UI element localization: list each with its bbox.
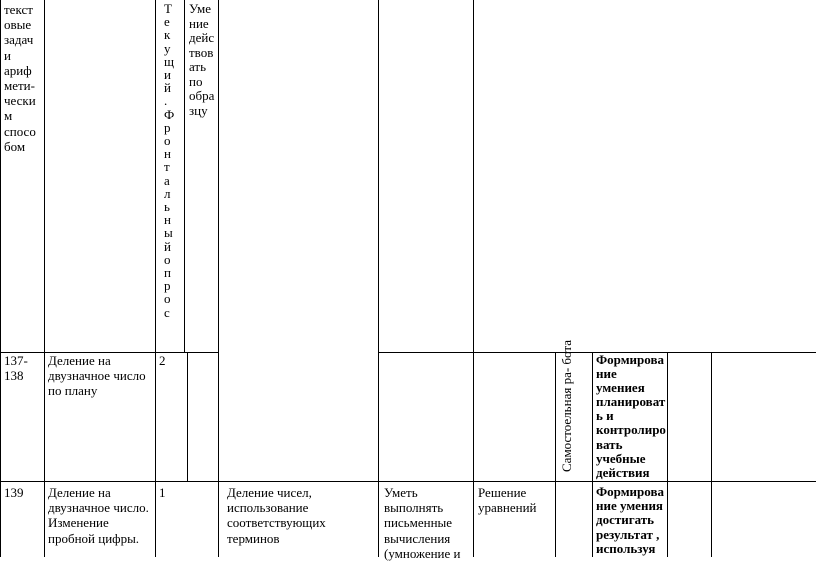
skills-cell: Уметь выполнять письменные вычисления (умножение и [384,485,461,561]
column-divider [187,352,188,481]
control-form-vertical: Самостоельная ра- бота [559,340,574,472]
lesson-number: 137- 138 [4,353,28,384]
column-divider [667,352,668,557]
column-divider [0,0,1,557]
prev-control-cell: Т е к у щ и й . Ф р о н т а л ь н ы й о п р о с [164,1,175,320]
lesson-number: 139 [4,485,24,500]
column-divider [44,0,45,557]
lesson-hours: 2 [159,353,166,368]
lesson-topic: Деление на двузначное число по плану [48,353,146,399]
prev-topic-cell: текст овые задач и ариф мети- чески м спосо бом [4,2,36,154]
column-divider [218,0,219,557]
column-divider [711,352,712,557]
column-divider [155,0,156,557]
column-divider [473,0,474,557]
column-divider [555,352,556,557]
problems-cell: Решение уравнений [478,485,537,516]
row-divider [0,481,816,482]
row-divider [378,352,476,353]
column-divider [378,0,379,557]
column-divider [592,352,593,557]
lesson-topic: Деление на двузначное число. Изменение пробной цифры. [48,485,149,546]
uud-cell: Формирова ние умениея планироват ь и контролиро вать учебные действия [596,352,666,480]
terms-cell: Деление чисел, использование соответствующих терминов [227,485,326,546]
prev-skill-cell: Уме ние дейс твов ать по обра зцу [189,1,215,118]
column-divider [184,0,185,352]
uud-cell: Формирова ние умения достигать результат , используя [596,484,664,556]
lesson-hours: 1 [159,485,166,500]
